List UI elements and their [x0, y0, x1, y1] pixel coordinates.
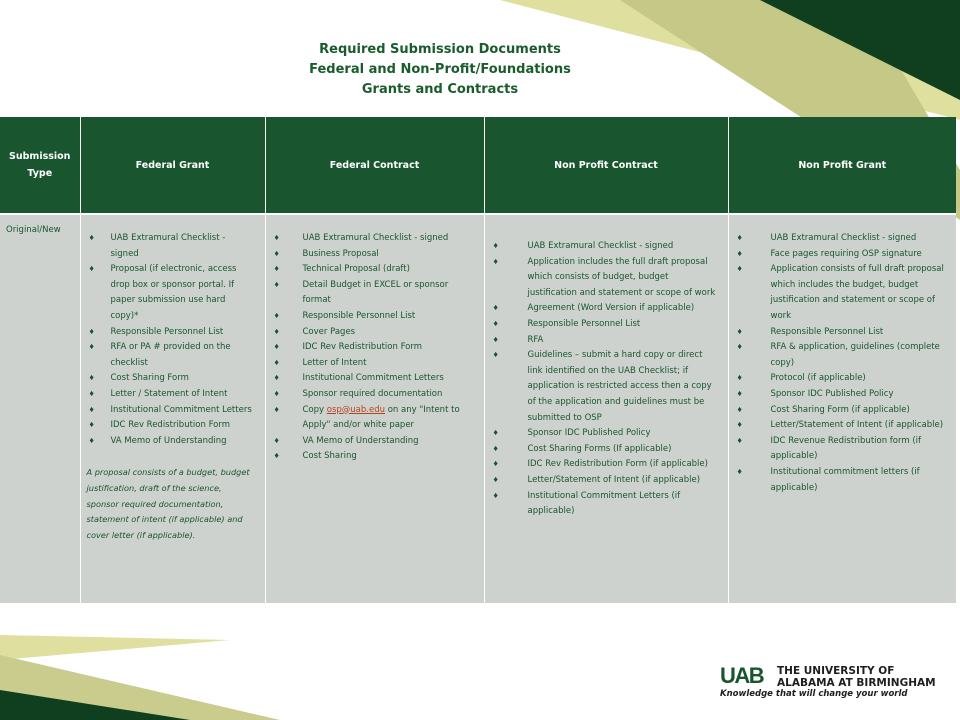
list-item: ♦ Application includes the full draft proposal which consists of budget, budget justification and statement or scope of work: [485, 255, 728, 302]
list-item: ♦ Responsible Personnel List: [81, 325, 265, 341]
non-profit-grant-cell: [728, 214, 956, 603]
copy-prefix: Copy: [302, 404, 327, 415]
list-item: ♦ Cost Sharing Form (if applicable): [729, 403, 957, 419]
list-item: ♦ Application consists of full draft proposal which includes the budget, budget justification and statement or scope of work: [729, 262, 957, 324]
col-header-non-profit-contract: Non Profit Contract: [484, 117, 728, 214]
osp-email-link[interactable]: osp@uab.edu: [326, 404, 385, 415]
non-profit-contract-list: [485, 239, 728, 520]
non-profit-contract-cell: [484, 214, 728, 603]
title-line-2: Federal and Non-Profit/Foundations: [309, 62, 571, 77]
list-item: ♦ Face pages requiring OSP signature: [729, 247, 957, 263]
list-item: ♦ VA Memo of Understanding: [81, 434, 265, 450]
list-item: ♦ RFA & application, guidelines (complete copy): [729, 340, 957, 371]
list-item: ♦ Letter/Statement of Intent (if applicable): [729, 418, 957, 434]
list-item: ♦ IDC Rev Redistribution Form (if applicable): [485, 457, 728, 473]
list-item: ♦ Institutional Commitment Letters (if applicable): [485, 489, 728, 520]
uab-logo-mark: [720, 664, 772, 686]
university-line-1: THE UNIVERSITY OF: [777, 665, 895, 677]
list-item: ♦ Cost Sharing: [266, 449, 484, 465]
uab-logo: [720, 664, 950, 704]
federal-contract-cell: [265, 214, 484, 603]
list-item: ♦ Proposal (if electronic, access drop box or sponsor portal. If paper submission use hard copy)*: [81, 262, 265, 324]
list-item: ♦ Protocol (if applicable): [729, 371, 957, 387]
list-item: ♦ VA Memo of Understanding: [266, 434, 484, 450]
list-item: ♦ Business Proposal: [266, 247, 484, 263]
list-item: ♦ IDC Rev Redistribution Form: [266, 340, 484, 356]
federal-grant-list: [81, 231, 265, 449]
col-header-non-profit-grant: Non Profit Grant: [728, 117, 956, 214]
list-item: ♦ Institutional Commitment Letters: [81, 403, 265, 419]
list-item: ♦ Cover Pages: [266, 325, 484, 341]
header-row: [0, 117, 956, 214]
list-item: ♦ Letter / Statement of Intent: [81, 387, 265, 403]
list-item: ♦ UAB Extramural Checklist - signed: [485, 239, 728, 255]
federal-contract-list: [266, 231, 484, 465]
list-item: ♦ Responsible Personnel List: [266, 309, 484, 325]
list-item: ♦ Cost Sharing Form: [81, 371, 265, 387]
copy-suffix: on any "Intent to Apply" and/or white paper: [302, 404, 460, 431]
list-item: ♦ Cost Sharing Forms (If applicable): [485, 442, 728, 458]
federal-grant-cell: [80, 214, 265, 603]
list-item-copy-email: [266, 403, 484, 434]
list-item: ♦ RFA: [485, 333, 728, 349]
list-item: ♦ Technical Proposal (draft): [266, 262, 484, 278]
list-item: ♦ Sponsor required documentation: [266, 387, 484, 403]
col-header-federal-contract: Federal Contract: [265, 117, 484, 214]
col-header-federal-grant: Federal Grant: [80, 117, 265, 214]
uab-mark-text: UAB: [720, 664, 764, 686]
submission-table: [0, 117, 956, 603]
page-title: [190, 40, 690, 100]
table-row: [0, 214, 956, 603]
list-item: ♦ IDC Revenue Redistribution form (if applicable): [729, 434, 957, 465]
non-profit-grant-list: [729, 231, 957, 496]
list-item: ♦ Letter/Statement of Intent (if applicable): [485, 473, 728, 489]
logo-tagline: Knowledge that will change your world: [720, 689, 908, 699]
list-item: ♦ Responsible Personnel List: [485, 317, 728, 333]
list-item: ♦ Agreement (Word Version if applicable): [485, 301, 728, 317]
list-item: ♦ Sponsor IDC Published Policy: [485, 426, 728, 442]
list-item: ♦ Responsible Personnel List: [729, 325, 957, 341]
proposal-note: A proposal consists of a budget, budget justification, draft of the science, sponsor required documentation, statement of intent (if applicable) and cover letter (if applicable).: [86, 467, 250, 540]
list-item: ♦ Institutional Commitment Letters: [266, 371, 484, 387]
university-name: [777, 665, 936, 689]
list-item: ♦ Guidelines – submit a hard copy or direct link identified on the UAB Checklist; if application is restricted access then a copy of the application and guidelines must be submitted to OSP: [485, 348, 728, 426]
list-item: ♦ Sponsor IDC Published Policy: [729, 387, 957, 403]
list-item: ♦ Institutional commitment letters (if applicable): [729, 465, 957, 496]
list-item: ♦ Letter of Intent: [266, 356, 484, 372]
list-item: ♦ UAB Extramural Checklist - signed: [266, 231, 484, 247]
list-item: ♦ Detail Budget in EXCEL or sponsor format: [266, 278, 484, 309]
bottom-yellow-ribbon: [0, 635, 230, 660]
title-line-3: Grants and Contracts: [361, 82, 519, 97]
col-header-submission-type: Submission Type: [0, 117, 80, 214]
list-item: ♦ RFA or PA # provided on the checklist: [81, 340, 265, 371]
list-item: ♦ IDC Rev Redistribution Form: [81, 418, 265, 434]
list-item: ♦ UAB Extramural Checklist - signed: [729, 231, 957, 247]
row-label: Original/New: [0, 214, 80, 603]
university-line-2: ALABAMA AT BIRMINGHAM: [777, 677, 936, 689]
list-item: ♦ UAB Extramural Checklist - signed: [81, 231, 265, 262]
title-line-1: Required Submission Documents: [319, 42, 561, 57]
